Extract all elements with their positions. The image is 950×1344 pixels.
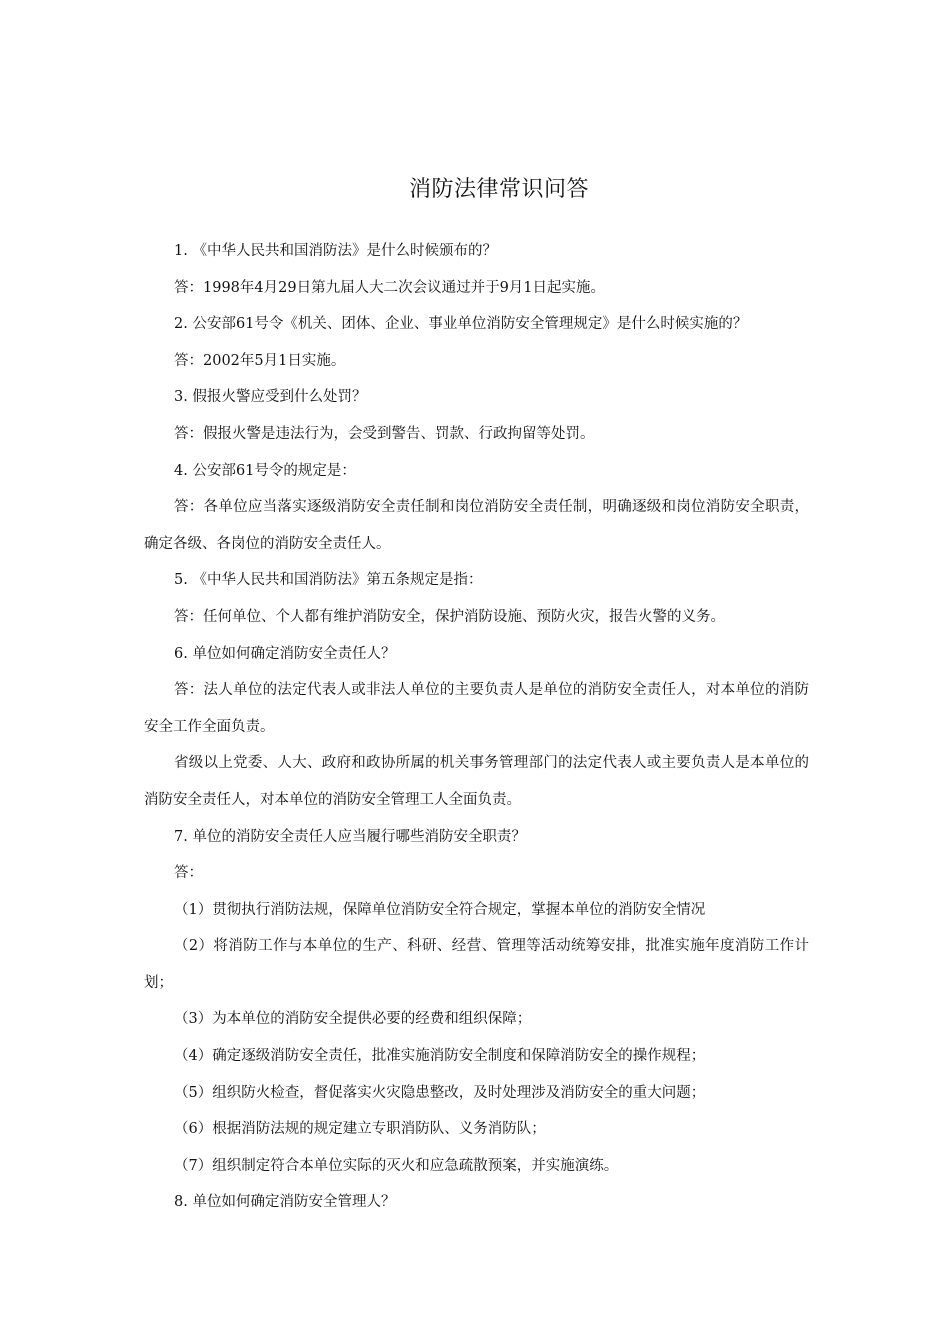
question-8: 8. 单位如何确定消防安全管理人？	[174, 1194, 396, 1211]
document-body	[144, 233, 809, 1221]
answer-7-item-2: （2）将消防工作与本单位的生产、科研、经营、管理等活动统筹安排，批准实施年度消防工作计划；	[144, 938, 809, 991]
answer-7-item-3: （3）为本单位的消防安全提供必要的经费和组织保障；	[174, 1011, 532, 1028]
question-2: 2. 公安部61号令《机关、团体、企业、事业单位消防安全管理规定》是什么时候实施的？	[174, 316, 748, 333]
answer-7-item-1: （1）贯彻执行消防法规，保障单位消防安全符合规定，掌握本单位的消防安全情况	[174, 901, 706, 918]
question-3: 3. 假报火警应受到什么处罚？	[174, 389, 367, 406]
answer-2: 答：2002年5月1日实施。	[174, 352, 346, 369]
question-1: 1. 《中华人民共和国消防法》是什么时候颁布的？	[174, 243, 497, 259]
answer-7-item-6: （6）根据消防法规的规定建立专职消防队、义务消防队；	[174, 1121, 546, 1138]
document-title: 消防法律常识问答	[408, 177, 589, 202]
answer-7-item-5: （5）组织防火检查，督促落实火灾隐患整改，及时处理涉及消防安全的重大问题；	[174, 1084, 706, 1101]
answer-3: 答：假报火警是违法行为，会受到警告、罚款、行政拘留等处罚。	[174, 425, 595, 442]
question-5: 5. 《中华人民共和国消防法》第五条规定是指：	[174, 572, 483, 589]
answer-6-supplement: 省级以上党委、人大、政府和政协所属的机关事务管理部门的法定代表人或主要负责人是本单位的消防安全责任人，对本单位的消防安全管理工人全面负责。	[144, 755, 809, 808]
answer-1: 答：1998年4月29日第九届人大二次会议通过并于9月1日起实施。	[174, 279, 606, 296]
answer-7-item-4: （4）确定逐级消防安全责任，批准实施消防安全制度和保障消防安全的操作规程；	[174, 1048, 706, 1065]
question-4: 4. 公安部61号令的规定是：	[174, 462, 356, 479]
answer-7-item-7: （7）组织制定符合本单位实际的灭火和应急疏散预案，并实施演练。	[174, 1157, 619, 1174]
answer-7-label: 答：	[174, 865, 203, 882]
question-7: 7. 单位的消防安全责任人应当履行哪些消防安全职责？	[174, 828, 526, 845]
answer-4: 答：各单位应当落实逐级消防安全责任制和岗位消防安全责任制，明确逐级和岗位消防安全职责，确定各级、各岗位的消防安全责任人。	[144, 499, 809, 552]
answer-5: 答：任何单位、个人都有维护消防安全，保护消防设施、预防火灾，报告火警的义务。	[174, 608, 725, 625]
question-6: 6. 单位如何确定消防安全责任人？	[174, 645, 396, 662]
answer-6: 答：法人单位的法定代表人或非法人单位的主要负责人是单位的消防安全责任人，对本单位的消防安全工作全面负责。	[144, 682, 809, 735]
